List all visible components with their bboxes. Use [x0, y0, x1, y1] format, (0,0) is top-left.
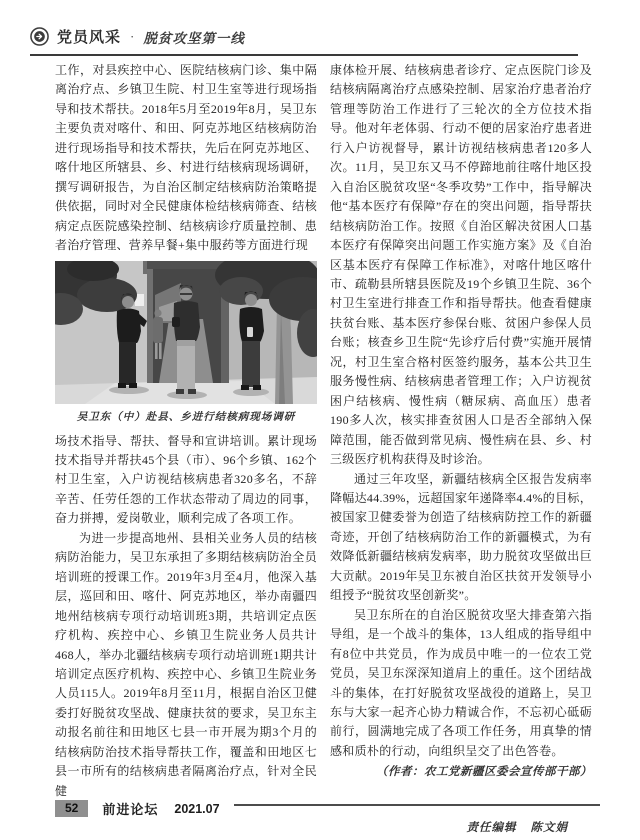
article-photo: [55, 261, 317, 404]
section-subtitle: 脱贫攻坚第一线: [143, 30, 245, 46]
body-paragraph: 为进一步提高地州、县相关业务人员的结核病防治能力，吴卫东承担了多期结核病防治全员培训班的授课工作。2019年3月至4月，他深入基层，巡回和田、喀什、阿克苏地区，举办南疆四地州结核病专项行动培训班3期，共培训定点医疗机构、疾控中心、乡镇卫生院业务人员共计468人，举办北疆结核病专项行动培训班1期共计培训定点医疗机构、疾控中心、乡镇卫生院业务人员115人。2019年8月至11月，根据自治区卫健委打好脱贫攻坚战、健康扶贫的要求，吴卫东主动报名前往和田地区七县一市开展为期3个月的结核病防治技术指导帮扶工作，覆盖和田地区七县一市所有的结核病患者隔离治疗点，针对全民健: [55, 530, 317, 798]
photo-caption: 吴卫东（中）赴县、乡进行结核病现场调研: [76, 411, 296, 423]
body-paragraph: 场技术指导、帮扶、督导和宣讲培训。累计现场技术指导并帮扶45个县（市）、96个乡镇、162个村卫生室，入户访视结核病患者320多名，不辞辛苦、任劳任怨的工作状态带动了周边的同事，奋力拼搏，爱岗敬业，顺利完成了各项工作。: [55, 433, 317, 526]
page-footer: [55, 799, 600, 818]
body-paragraph: 工作，对县疾控中心、医院结核病门诊、集中隔离治疗点、乡镇卫生院、村卫生室等进行现场指导和技术帮扶。2018年5月至2019年8月，吴卫东主要负责对喀什、和田、阿克苏地区结核病防治进行现场指导和技术帮扶，先后在阿克苏地区、喀什地区所辖县、乡、村进行结核病现场调研，撰写调研报告，为自治区制定结核病防治策略提供依据，同时对全民健康体检结核病筛查、结核病定点医院感染控制、结核病诊疗质量控制、患者治疗管理、营养早餐+集中服药等方面进行现: [55, 63, 317, 253]
author-note: （作者：农工党新疆区委会宣传部干部）: [376, 766, 592, 779]
issue-date: 2021.07: [174, 801, 220, 816]
column-left: [55, 61, 317, 835]
editor-label: 责任编辑: [466, 822, 517, 835]
editor-credit: [330, 819, 592, 835]
editor-name: 陈文娟: [530, 822, 568, 835]
section-title: 党员风采: [57, 29, 122, 46]
body-paragraph: 康体检开展、结核病患者诊疗、定点医院门诊及结核病隔离治疗点感染控制、居家治疗患者治疗管理等防治工作进行了三轮次的全方位技术指导。他对年老体弱、行动不便的居家治疗患者进行入户访视督导，累计访视结核病患者120多人次。11月，吴卫东又马不停蹄地前往喀什地区投入自治区脱贫攻坚“冬季攻势”工作中，指导解决他“基本医疗有保障”存在的突出问题，指导帮扶结核病防治工作。按照《自治区解决贫困人口基本医疗有保障突出问题工作实施方案》及《自治区基本医疗有保障工作标准》，对喀什地区喀什市、疏勒县所辖县医院及19个乡镇卫生院、36个村卫生室进行排查工作和指导帮扶。他查看健康扶贫台账、基本医疗参保台账、贫困户参保人员台账；核查乡卫生院“先诊疗后付费”实施开展情况，村卫生室合格村医签约服务，基本公共卫生服务慢性病、结核病患者管理工作；入户访视贫困户结核病、慢性病（糖尿病、高血压）患者190多人次，核实排查贫困人口是否全部纳入保障范围，能否做到常见病、慢性病在县、乡、村三级医疗机构获得及时诊治。: [330, 63, 592, 467]
journal-name: 前进论坛: [102, 802, 159, 817]
circle-arrow-icon: [30, 27, 49, 46]
footer-rule: [234, 804, 600, 806]
page-number-badge: 52: [55, 800, 88, 817]
section-header: [30, 26, 578, 56]
field-visit-photo: [55, 261, 317, 404]
body-paragraph: 通过三年攻坚，新疆结核病全区报告发病率降幅达44.39%，远超国家年递降率4.4%的目标，被国家卫健委誉为创造了结核病防控工作的新疆奇迹，开创了结核病防治工作的新疆模式，为有效降低新疆结核病发病率，助力脱贫攻坚做出巨大贡献。2019年吴卫东被自治区扶贫开发领导小组授予“脱贫攻坚创新奖”。: [330, 471, 592, 603]
column-right: [330, 61, 592, 835]
body-paragraph: 吴卫东所在的自治区脱贫攻坚大排查第六指导组，是一个战斗的集体，13人组成的指导组中有8位中共党员，作为成员中唯一的一位农工党党员，吴卫东深深知道肩上的重任。这个团结战斗的集体，在打好脱贫攻坚战役的道路上，吴卫东与大家一起齐心协力精诚合作，不忘初心砥砺前行，圆满地完成了各项工作任务，用真挚的情感和质朴的行动，向组织呈交了出色答卷。: [330, 607, 592, 758]
section-separator: ·: [130, 28, 135, 44]
article-body: [55, 61, 592, 835]
